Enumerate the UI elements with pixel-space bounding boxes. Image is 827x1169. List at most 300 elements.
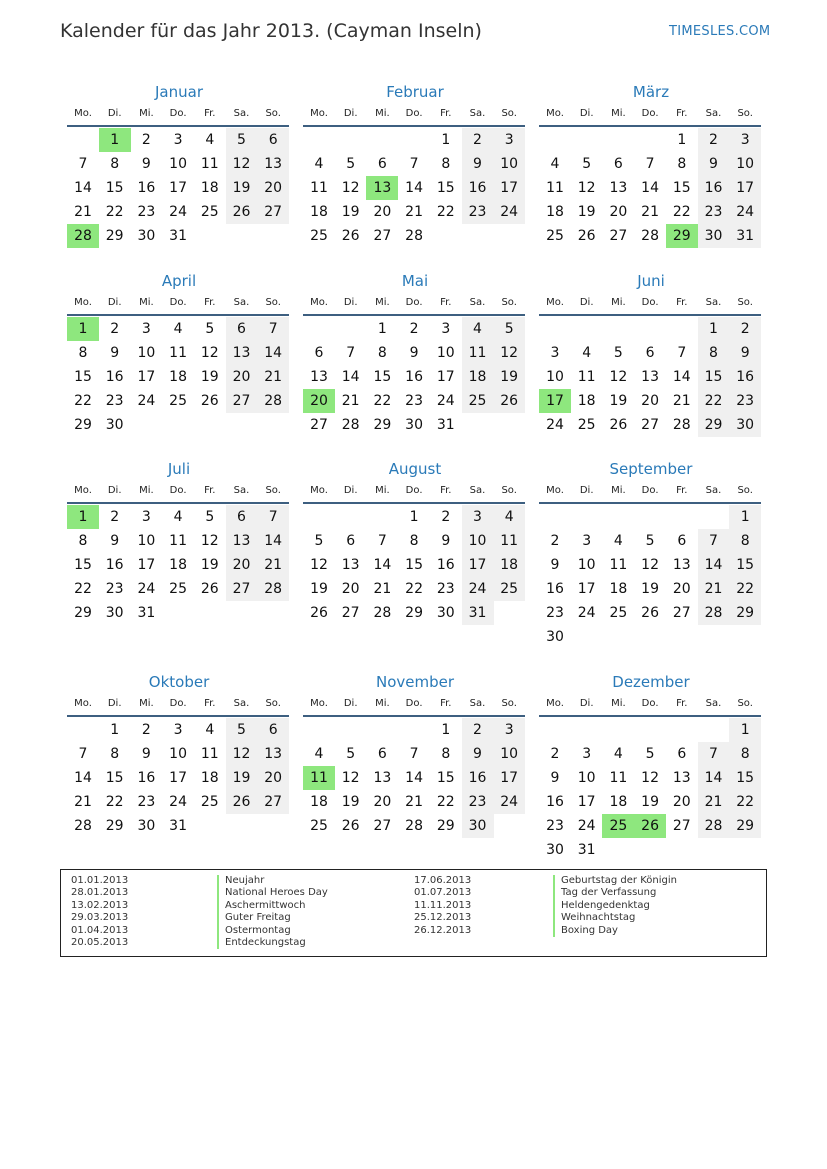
day-cell: 1 bbox=[677, 132, 687, 148]
weekday-label: Mo. bbox=[546, 108, 564, 119]
day-cell: 31 bbox=[436, 417, 455, 433]
day-cell: 7 bbox=[78, 746, 88, 762]
day-cell: 17 bbox=[577, 794, 596, 810]
day-cell: 13 bbox=[672, 770, 691, 786]
day-cell: 9 bbox=[550, 557, 560, 573]
day-cell: 23 bbox=[105, 581, 124, 597]
day-cell: 28 bbox=[257, 577, 289, 601]
day-cell: 14 bbox=[341, 369, 360, 385]
legend-date: 17.06.2013 bbox=[414, 875, 472, 886]
day-cell: 6 bbox=[645, 345, 655, 361]
weekday-label: Do. bbox=[641, 108, 659, 119]
day-cell: 19 bbox=[641, 581, 659, 597]
day-cell: 15 bbox=[74, 557, 92, 573]
day-cell: 14 bbox=[74, 770, 92, 786]
weekday-header bbox=[539, 485, 763, 500]
day-cell: 23 bbox=[546, 818, 564, 834]
day-cell: 29 bbox=[105, 228, 124, 244]
day-cell: 7 bbox=[257, 505, 289, 529]
weekday-label: Do. bbox=[641, 485, 659, 496]
day-cell: 1 bbox=[729, 505, 761, 529]
day-cell: 10 bbox=[462, 529, 494, 553]
day-cell: 6 bbox=[377, 746, 387, 762]
day-cell: 4 bbox=[613, 746, 623, 762]
day-cell: 12 bbox=[200, 345, 219, 361]
day-cell: 15 bbox=[373, 369, 392, 385]
day-cell: 12 bbox=[341, 770, 360, 786]
day-cell: 20 bbox=[341, 581, 360, 597]
header-divider bbox=[539, 502, 761, 504]
weekday-label: So. bbox=[737, 698, 753, 709]
day-cell: 23 bbox=[405, 393, 423, 409]
month-name: September bbox=[609, 460, 693, 478]
day-cell: 4 bbox=[613, 533, 623, 549]
weekday-label: Di. bbox=[107, 108, 122, 119]
header-divider bbox=[67, 502, 289, 504]
month-name: Mai bbox=[401, 272, 429, 290]
day-cell: 4 bbox=[314, 746, 324, 762]
legend-date: 28.01.2013 bbox=[71, 887, 129, 899]
day-cell: 5 bbox=[314, 533, 324, 549]
weekday-label: Mo. bbox=[74, 108, 92, 119]
day-cell: 7 bbox=[677, 345, 687, 361]
day-cell: 22 bbox=[436, 204, 455, 220]
day-cell: 6 bbox=[314, 345, 324, 361]
holiday-day-cell: 1 bbox=[99, 128, 131, 152]
weekday-label: Do. bbox=[405, 698, 423, 709]
day-cell: 29 bbox=[698, 413, 730, 437]
day-cell: 17 bbox=[729, 176, 761, 200]
weekday-label: Fr. bbox=[676, 108, 688, 119]
day-cell: 11 bbox=[310, 180, 328, 196]
day-cell: 6 bbox=[346, 533, 356, 549]
day-cell: 9 bbox=[729, 341, 761, 365]
day-cell: 9 bbox=[462, 152, 494, 176]
legend-date: 01.04.2013 bbox=[71, 924, 129, 936]
day-cell: 7 bbox=[78, 156, 88, 172]
weekday-label: So. bbox=[265, 297, 281, 308]
day-cell: 20 bbox=[373, 204, 392, 220]
day-cell: 12 bbox=[577, 180, 596, 196]
brand-link[interactable]: TIMESLES.COM bbox=[669, 24, 771, 39]
day-cell: 25 bbox=[546, 228, 564, 244]
day-cell: 3 bbox=[582, 746, 592, 762]
day-cell: 7 bbox=[346, 345, 356, 361]
day-cell: 12 bbox=[200, 533, 219, 549]
day-cell: 4 bbox=[205, 132, 215, 148]
day-cell: 1 bbox=[441, 132, 451, 148]
day-cell: 19 bbox=[577, 204, 596, 220]
day-cell: 12 bbox=[641, 557, 659, 573]
day-cell: 29 bbox=[74, 605, 92, 621]
day-cell: 20 bbox=[373, 794, 392, 810]
day-cell: 9 bbox=[110, 533, 120, 549]
day-cell: 27 bbox=[609, 228, 628, 244]
day-cell: 15 bbox=[74, 369, 92, 385]
weekday-label: Mi. bbox=[611, 698, 626, 709]
day-cell: 2 bbox=[141, 132, 151, 148]
weekday-label: So. bbox=[737, 108, 753, 119]
day-cell: 8 bbox=[409, 533, 419, 549]
day-cell: 16 bbox=[436, 557, 455, 573]
weekday-label: Fr. bbox=[204, 108, 216, 119]
holiday-day-cell: 1 bbox=[67, 505, 99, 529]
weekday-header bbox=[67, 485, 291, 500]
weekday-label: Mi. bbox=[611, 108, 626, 119]
day-cell: 27 bbox=[373, 818, 392, 834]
day-cell: 29 bbox=[105, 818, 124, 834]
weekday-label: Di. bbox=[107, 485, 122, 496]
month-name: Januar bbox=[155, 83, 203, 101]
weekday-label: So. bbox=[737, 297, 753, 308]
day-cell: 8 bbox=[677, 156, 687, 172]
legend-date: 01.07.2013 bbox=[414, 887, 472, 899]
day-cell: 6 bbox=[613, 156, 623, 172]
day-cell: 1 bbox=[409, 509, 419, 525]
day-cell: 15 bbox=[105, 770, 124, 786]
day-cell: 17 bbox=[577, 581, 596, 597]
weekday-label: Do. bbox=[405, 297, 423, 308]
weekday-label: Mi. bbox=[375, 698, 390, 709]
day-cell: 19 bbox=[226, 766, 258, 790]
day-cell: 21 bbox=[341, 393, 360, 409]
day-cell: 26 bbox=[609, 417, 628, 433]
day-cell: 14 bbox=[74, 180, 92, 196]
day-cell: 23 bbox=[436, 581, 455, 597]
day-cell: 9 bbox=[462, 742, 494, 766]
day-cell: 30 bbox=[405, 417, 423, 433]
day-cell: 3 bbox=[441, 321, 451, 337]
day-cell: 12 bbox=[226, 742, 258, 766]
day-cell: 24 bbox=[577, 818, 596, 834]
weekday-label: Mi. bbox=[375, 485, 390, 496]
day-cell: 22 bbox=[74, 581, 92, 597]
legend-date: 25.12.2013 bbox=[414, 912, 472, 924]
day-cell: 21 bbox=[257, 365, 289, 389]
day-cell: 26 bbox=[493, 389, 525, 413]
weekday-label: Sa. bbox=[469, 698, 486, 709]
month-name: März bbox=[632, 83, 670, 101]
month-name: November bbox=[375, 673, 455, 691]
day-cell: 18 bbox=[169, 557, 187, 573]
day-cell: 8 bbox=[729, 529, 761, 553]
day-cell: 14 bbox=[698, 766, 730, 790]
day-cell: 31 bbox=[137, 605, 156, 621]
legend-date: 13.02.2013 bbox=[71, 899, 129, 911]
header-divider bbox=[303, 715, 525, 717]
day-cell: 22 bbox=[729, 790, 761, 814]
day-cell: 23 bbox=[729, 389, 761, 413]
day-cell: 6 bbox=[226, 505, 258, 529]
weekday-header bbox=[67, 108, 291, 123]
weekday-label: Sa. bbox=[233, 297, 250, 308]
holiday-day-cell: 25 bbox=[602, 814, 634, 838]
day-cell: 16 bbox=[405, 369, 423, 385]
weekday-label: Mo. bbox=[74, 485, 92, 496]
day-cell: 23 bbox=[462, 790, 494, 814]
day-cell: 11 bbox=[200, 746, 219, 762]
day-cell: 25 bbox=[493, 577, 525, 601]
weekday-header bbox=[539, 698, 763, 713]
day-cell: 27 bbox=[226, 389, 258, 413]
weekday-label: So. bbox=[265, 698, 281, 709]
day-cell: 9 bbox=[141, 746, 151, 762]
day-cell: 20 bbox=[672, 581, 691, 597]
day-cell: 7 bbox=[698, 742, 730, 766]
weekday-label: Di. bbox=[343, 485, 358, 496]
weekday-label: So. bbox=[501, 698, 517, 709]
day-cell: 22 bbox=[405, 581, 423, 597]
weekday-label: Sa. bbox=[469, 485, 486, 496]
day-cell: 5 bbox=[346, 156, 356, 172]
day-cell: 31 bbox=[169, 228, 187, 244]
day-cell: 18 bbox=[200, 770, 219, 786]
day-cell: 2 bbox=[110, 509, 120, 525]
weekday-header bbox=[303, 698, 527, 713]
day-cell: 4 bbox=[462, 317, 494, 341]
weekday-label: Fr. bbox=[440, 108, 452, 119]
day-cell: 31 bbox=[462, 601, 494, 625]
day-cell: 9 bbox=[441, 533, 451, 549]
day-cell: 3 bbox=[729, 128, 761, 152]
day-cell: 30 bbox=[137, 818, 156, 834]
day-cell: 19 bbox=[341, 794, 360, 810]
day-cell: 24 bbox=[169, 794, 187, 810]
day-cell: 15 bbox=[729, 766, 761, 790]
weekday-label: So. bbox=[265, 485, 281, 496]
day-cell: 12 bbox=[641, 770, 659, 786]
day-cell: 1 bbox=[377, 321, 387, 337]
day-cell: 21 bbox=[698, 790, 730, 814]
header-divider bbox=[303, 314, 525, 316]
day-cell: 22 bbox=[672, 204, 691, 220]
day-cell: 29 bbox=[729, 601, 761, 625]
weekday-label: Fr. bbox=[676, 698, 688, 709]
day-cell: 30 bbox=[105, 417, 124, 433]
day-cell: 16 bbox=[137, 770, 156, 786]
day-cell: 4 bbox=[582, 345, 592, 361]
legend-date: 26.12.2013 bbox=[414, 924, 472, 936]
weekday-label: Do. bbox=[641, 297, 659, 308]
day-cell: 27 bbox=[257, 790, 289, 814]
day-cell: 19 bbox=[310, 581, 328, 597]
weekday-label: Di. bbox=[579, 108, 594, 119]
day-cell: 28 bbox=[672, 417, 691, 433]
day-cell: 11 bbox=[609, 770, 628, 786]
day-cell: 23 bbox=[546, 605, 564, 621]
day-cell: 2 bbox=[409, 321, 419, 337]
day-cell: 26 bbox=[641, 605, 659, 621]
day-cell: 3 bbox=[550, 345, 560, 361]
day-cell: 15 bbox=[729, 553, 761, 577]
day-cell: 20 bbox=[672, 794, 691, 810]
day-cell: 18 bbox=[546, 204, 564, 220]
day-cell: 18 bbox=[577, 393, 596, 409]
day-cell: 16 bbox=[462, 176, 494, 200]
day-cell: 1 bbox=[698, 317, 730, 341]
day-cell: 7 bbox=[257, 317, 289, 341]
day-cell: 17 bbox=[493, 176, 525, 200]
day-cell: 28 bbox=[405, 228, 423, 244]
weekday-label: Mi. bbox=[611, 297, 626, 308]
day-cell: 26 bbox=[200, 393, 219, 409]
day-cell: 23 bbox=[105, 393, 124, 409]
day-cell: 4 bbox=[550, 156, 560, 172]
day-cell: 2 bbox=[462, 718, 494, 742]
day-cell: 29 bbox=[729, 814, 761, 838]
day-cell: 30 bbox=[436, 605, 455, 621]
day-cell: 12 bbox=[310, 557, 328, 573]
day-cell: 8 bbox=[441, 156, 451, 172]
holiday-day-cell: 26 bbox=[634, 814, 666, 838]
day-cell: 28 bbox=[698, 814, 730, 838]
day-cell: 8 bbox=[110, 746, 120, 762]
weekday-label: Mi. bbox=[139, 108, 154, 119]
legend-date: 01.01.2013 bbox=[71, 875, 129, 886]
day-cell: 27 bbox=[641, 417, 659, 433]
day-cell: 11 bbox=[546, 180, 564, 196]
day-cell: 8 bbox=[729, 742, 761, 766]
weekday-label: Mo. bbox=[310, 485, 328, 496]
day-cell: 14 bbox=[405, 770, 423, 786]
month-name: Oktober bbox=[148, 673, 210, 691]
weekday-label: Sa. bbox=[233, 108, 250, 119]
day-cell: 25 bbox=[169, 581, 187, 597]
day-cell: 14 bbox=[698, 553, 730, 577]
weekday-label: Do. bbox=[641, 698, 659, 709]
day-cell: 19 bbox=[200, 557, 219, 573]
day-cell: 21 bbox=[74, 204, 92, 220]
day-cell: 3 bbox=[141, 509, 151, 525]
weekday-label: Mi. bbox=[139, 698, 154, 709]
day-cell: 28 bbox=[698, 601, 730, 625]
day-cell: 5 bbox=[613, 345, 623, 361]
day-cell: 22 bbox=[74, 393, 92, 409]
day-cell: 29 bbox=[74, 417, 92, 433]
holiday-day-cell: 13 bbox=[366, 176, 398, 200]
day-cell: 24 bbox=[729, 200, 761, 224]
day-cell: 30 bbox=[546, 842, 564, 858]
holiday-day-cell: 20 bbox=[303, 389, 335, 413]
day-cell: 28 bbox=[341, 417, 360, 433]
day-cell: 14 bbox=[373, 557, 392, 573]
day-cell: 5 bbox=[205, 321, 215, 337]
weekday-label: Fr. bbox=[204, 698, 216, 709]
day-cell: 26 bbox=[200, 581, 219, 597]
day-cell: 26 bbox=[577, 228, 596, 244]
month-name: Juni bbox=[637, 272, 665, 290]
day-cell: 18 bbox=[200, 180, 219, 196]
day-cell: 9 bbox=[550, 770, 560, 786]
legend-holiday-name: National Heroes Day bbox=[217, 887, 328, 899]
weekday-label: Fr. bbox=[204, 297, 216, 308]
day-cell: 20 bbox=[609, 204, 628, 220]
day-cell: 2 bbox=[550, 533, 560, 549]
day-cell: 23 bbox=[137, 204, 156, 220]
weekday-label: Sa. bbox=[705, 108, 722, 119]
legend-holiday-name: Ostermontag bbox=[217, 925, 328, 937]
weekday-label: Di. bbox=[343, 297, 358, 308]
day-cell: 13 bbox=[641, 369, 659, 385]
header-divider bbox=[303, 502, 525, 504]
weekday-label: Mi. bbox=[139, 485, 154, 496]
day-cell: 8 bbox=[441, 746, 451, 762]
holiday-legend bbox=[60, 869, 767, 957]
day-cell: 10 bbox=[577, 557, 596, 573]
day-cell: 15 bbox=[105, 180, 124, 196]
day-cell: 24 bbox=[137, 393, 156, 409]
day-cell: 4 bbox=[173, 321, 183, 337]
weekday-label: Do. bbox=[405, 485, 423, 496]
day-cell: 17 bbox=[169, 770, 187, 786]
day-cell: 24 bbox=[169, 204, 187, 220]
day-cell: 16 bbox=[462, 766, 494, 790]
day-cell: 12 bbox=[609, 369, 628, 385]
day-cell: 24 bbox=[462, 577, 494, 601]
day-cell: 16 bbox=[698, 176, 730, 200]
header-divider bbox=[539, 715, 761, 717]
day-cell: 18 bbox=[609, 794, 628, 810]
day-cell: 11 bbox=[609, 557, 628, 573]
day-cell: 21 bbox=[373, 581, 392, 597]
day-cell: 8 bbox=[698, 341, 730, 365]
day-cell: 20 bbox=[641, 393, 659, 409]
day-cell: 22 bbox=[105, 794, 124, 810]
day-cell: 3 bbox=[173, 722, 183, 738]
day-cell: 27 bbox=[373, 228, 392, 244]
day-cell: 18 bbox=[493, 553, 525, 577]
day-cell: 4 bbox=[173, 509, 183, 525]
day-cell: 17 bbox=[462, 553, 494, 577]
day-cell: 27 bbox=[672, 605, 691, 621]
day-cell: 21 bbox=[698, 577, 730, 601]
day-cell: 13 bbox=[226, 529, 258, 553]
day-cell: 14 bbox=[405, 180, 423, 196]
day-cell: 25 bbox=[310, 818, 328, 834]
weekday-label: Mo. bbox=[546, 297, 564, 308]
day-cell: 28 bbox=[373, 605, 392, 621]
day-cell: 10 bbox=[169, 746, 187, 762]
day-cell: 3 bbox=[582, 533, 592, 549]
day-cell: 26 bbox=[310, 605, 328, 621]
day-cell: 10 bbox=[493, 742, 525, 766]
day-cell: 10 bbox=[137, 533, 156, 549]
day-cell: 19 bbox=[641, 794, 659, 810]
day-cell: 16 bbox=[137, 180, 156, 196]
weekday-header bbox=[539, 297, 763, 312]
day-cell: 23 bbox=[698, 200, 730, 224]
day-cell: 24 bbox=[493, 790, 525, 814]
day-cell: 22 bbox=[373, 393, 392, 409]
day-cell: 30 bbox=[105, 605, 124, 621]
day-cell: 6 bbox=[677, 746, 687, 762]
day-cell: 22 bbox=[436, 794, 455, 810]
day-cell: 23 bbox=[462, 200, 494, 224]
day-cell: 24 bbox=[546, 417, 564, 433]
day-cell: 27 bbox=[341, 605, 360, 621]
day-cell: 31 bbox=[169, 818, 187, 834]
day-cell: 1 bbox=[441, 722, 451, 738]
weekday-label: Mo. bbox=[74, 297, 92, 308]
day-cell: 5 bbox=[582, 156, 592, 172]
month-name: April bbox=[161, 272, 197, 290]
day-cell: 13 bbox=[257, 152, 289, 176]
day-cell: 22 bbox=[729, 577, 761, 601]
weekday-label: Di. bbox=[579, 297, 594, 308]
header-divider bbox=[303, 125, 525, 127]
weekday-label: Mi. bbox=[611, 485, 626, 496]
header-divider bbox=[539, 314, 761, 316]
